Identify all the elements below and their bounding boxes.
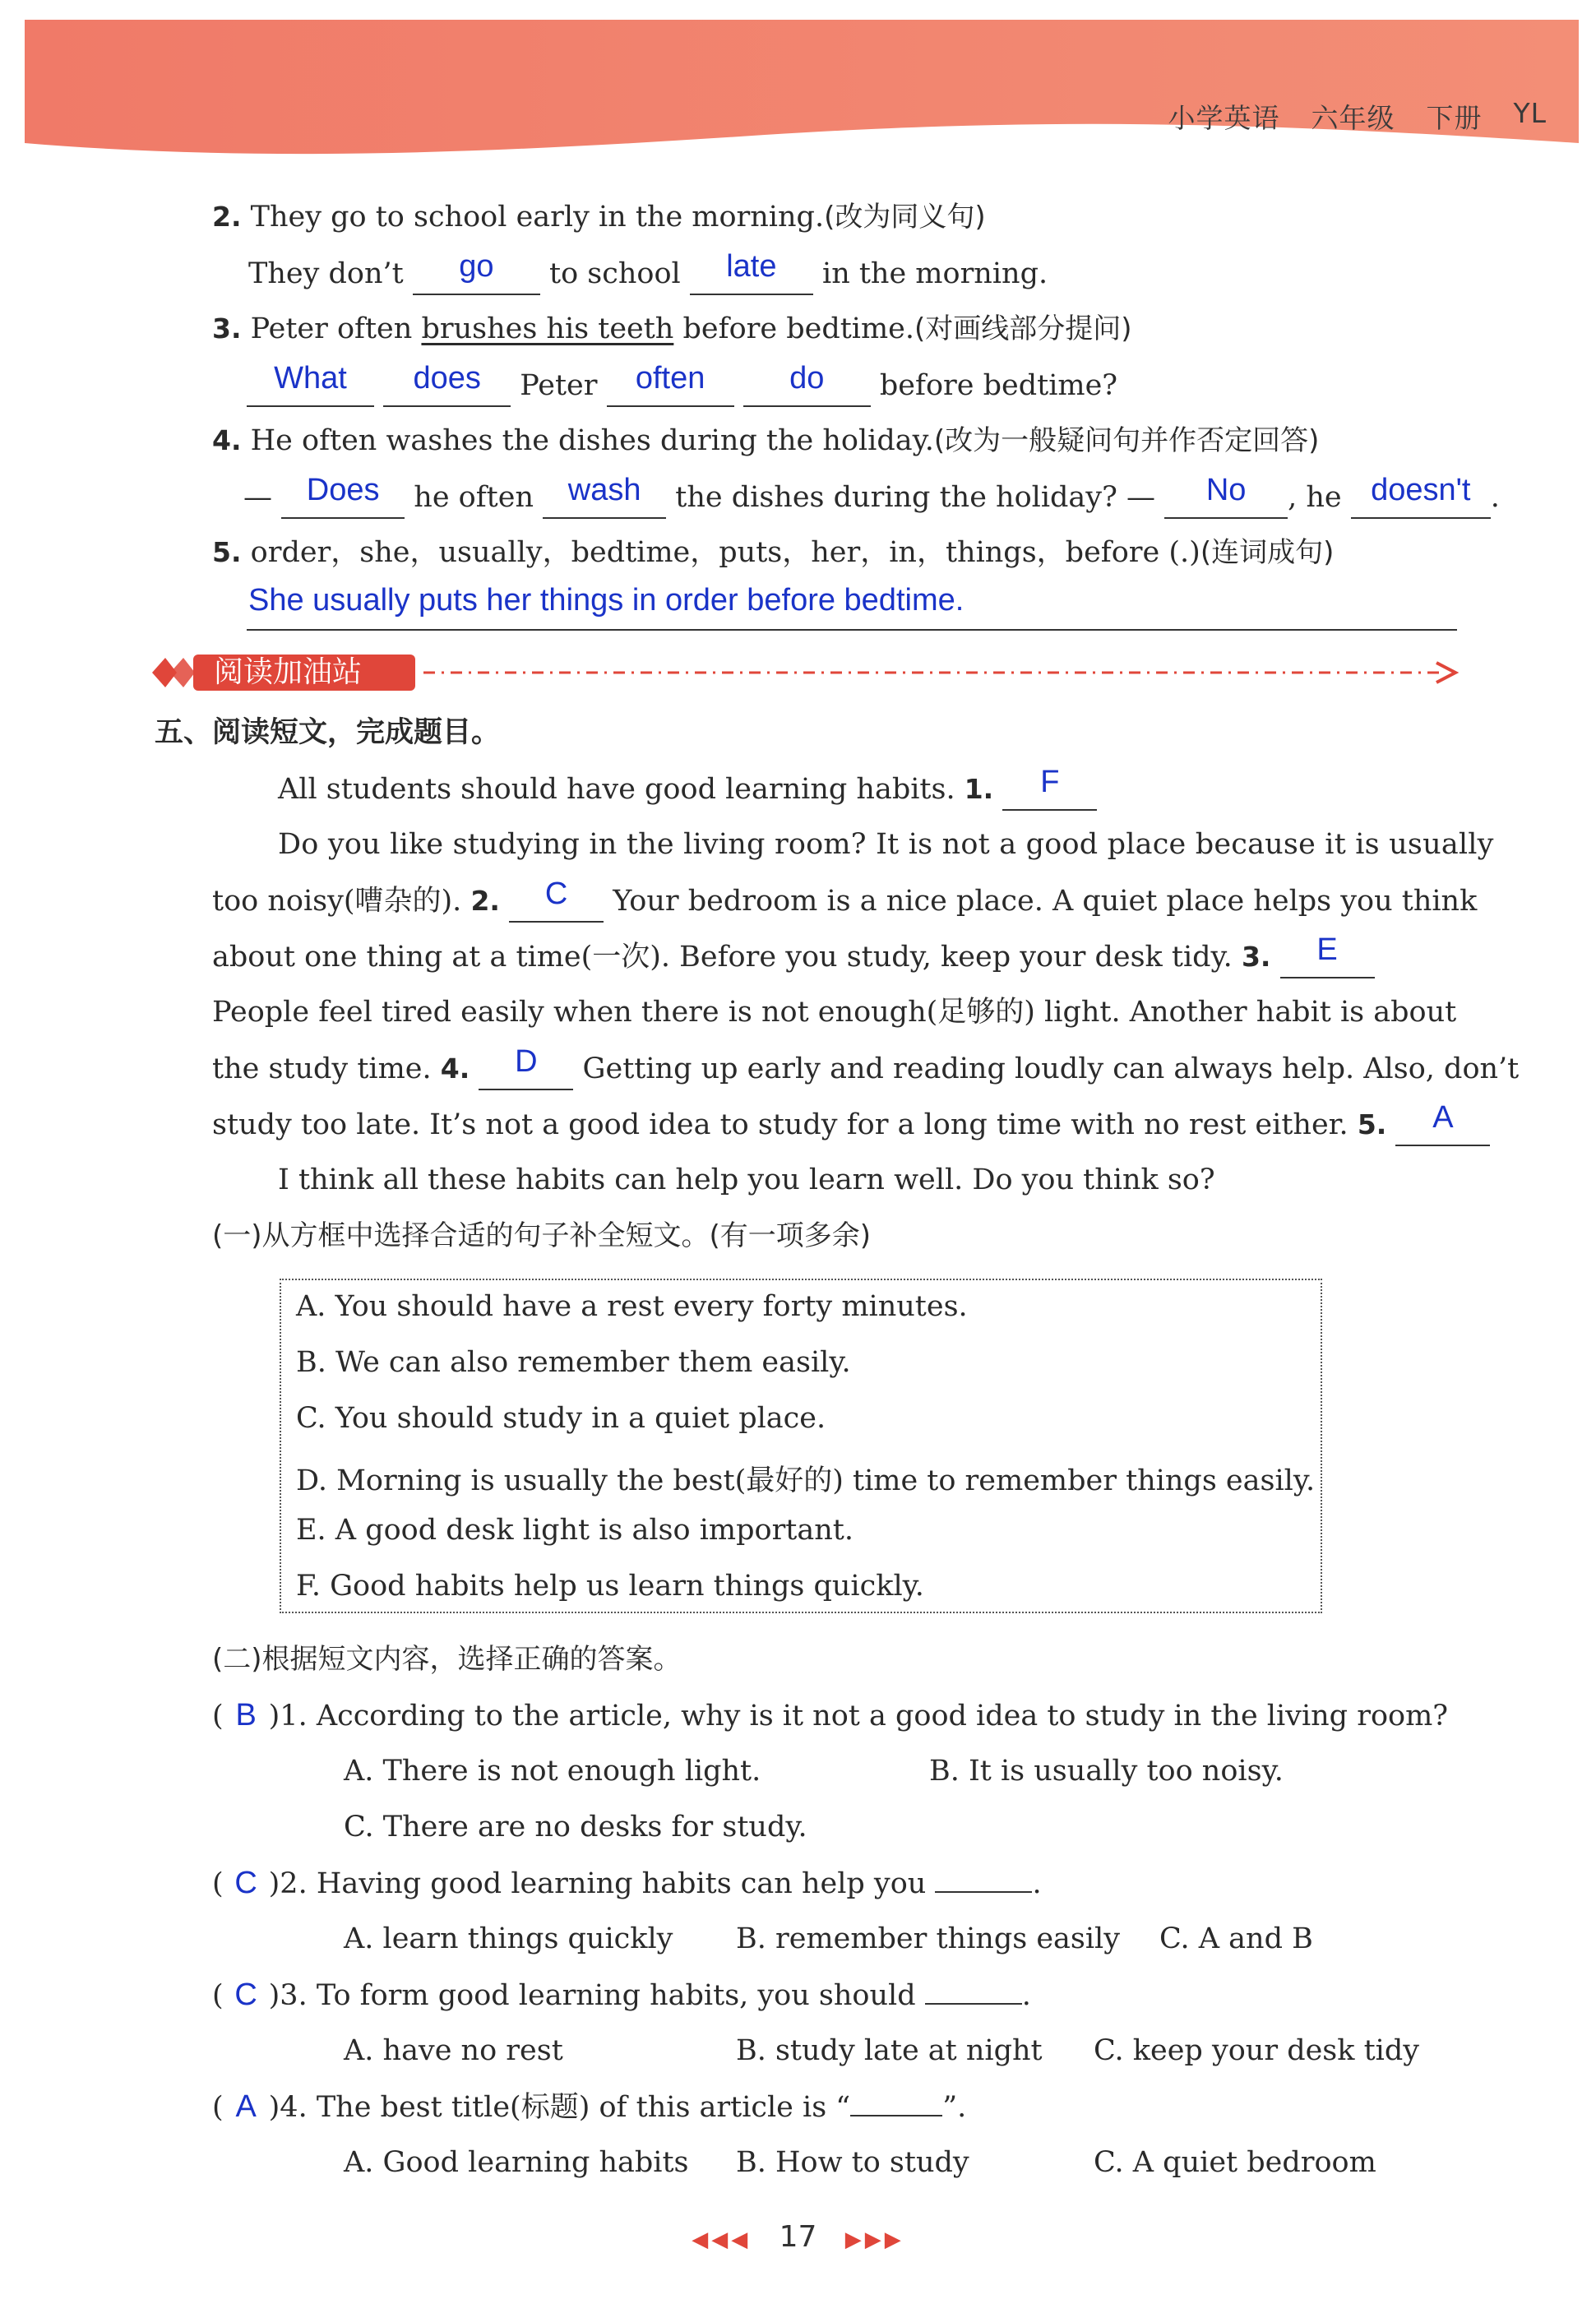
passage-line-2: Do you like studying in the living room? It is not a good place because it is usually — [278, 828, 1494, 861]
q3-blank-3[interactable] — [607, 361, 734, 407]
q3-sentence-before: Peter often — [250, 312, 413, 345]
q4-prompt — [212, 421, 1319, 460]
q3-answer-2: does — [413, 361, 481, 396]
q3-text-2: before bedtime? — [879, 369, 1118, 402]
mc-4-option-a: A. Good learning habits — [344, 2146, 689, 2179]
q5-answer-rule — [247, 629, 1457, 631]
q3-blank-1[interactable] — [247, 361, 374, 407]
q4-blank-1[interactable] — [281, 473, 405, 519]
passage-line-8: I think all these habits can help you learn well. Do you think so? — [278, 1163, 1215, 1196]
q4-text-4: . — [1490, 481, 1500, 514]
header-subject: 小学英语 — [1168, 102, 1280, 134]
mc-question-4 — [212, 2087, 966, 2127]
part-five-title: 五、阅读短文，完成题目。 — [155, 716, 501, 749]
passage-text-1: All students should have good learning habits. — [278, 773, 955, 806]
q2-number: 2. — [212, 201, 242, 233]
passage-text-6a: the study time. — [212, 1052, 432, 1085]
q3-answer-line — [247, 361, 1118, 407]
q4-answer-4: doesn't — [1371, 473, 1471, 507]
q2-blank-1[interactable] — [413, 249, 540, 295]
q4-instruction: (改为一般疑问句并作否定回答) — [933, 424, 1320, 457]
mc-2-stem: )2. Having good learning habits can help you — [268, 1867, 927, 1900]
passage-line-3 — [212, 877, 1478, 923]
mc-3-option-b: B. study late at night — [736, 2034, 1043, 2067]
option-c: C. You should study in a quiet place. — [296, 1402, 826, 1435]
q2-text-3: in the morning. — [822, 257, 1048, 290]
q5-number: 5. — [212, 536, 242, 568]
mc-1-answer[interactable]: B — [235, 1698, 257, 1732]
q4-blank-2[interactable] — [543, 473, 666, 519]
passage-line-6 — [212, 1044, 1520, 1090]
option-b: B. We can also remember them easily. — [296, 1346, 851, 1379]
mc-1-option-a: A. There is not enough light. — [344, 1755, 761, 1788]
q2-prompt — [212, 197, 986, 237]
q4-blank-4[interactable] — [1351, 473, 1491, 519]
q3-text-1: Peter — [520, 369, 598, 402]
mc-3-answer[interactable]: C — [234, 1978, 257, 2012]
q3-answer-4: do — [789, 361, 825, 396]
q2-text-1: They don’t — [248, 257, 404, 290]
q3-answer-3: often — [635, 361, 705, 396]
mc-4-answer[interactable]: A — [235, 2089, 257, 2124]
mc-1-open-paren: ( — [212, 1700, 224, 1732]
q4-answer-line — [243, 473, 1500, 519]
passage-answer-2: C — [544, 877, 568, 911]
q2-text-2: to school — [549, 257, 681, 290]
mc-2-blank — [935, 1891, 1032, 1893]
mc-1-option-c: C. There are no desks for study. — [344, 1811, 807, 1843]
passage-line-5: People feel tired easily when there is not enough(足够的) light. Another habit is about — [212, 996, 1457, 1029]
q4-text-1: he often — [414, 481, 534, 514]
passage-blank-num-1: 1. — [964, 773, 994, 805]
banner-label: 阅读加油站 — [214, 655, 363, 689]
mc-3-stem: )3. To form good learning habits, you should — [268, 1979, 916, 2012]
mc-2-tail: . — [1032, 1867, 1042, 1900]
passage-text-3a: too noisy(嘈杂的). — [212, 885, 462, 918]
passage-text-4a: about one thing at a time(一次). Before you study, keep your desk tidy. — [212, 941, 1233, 974]
mc-question-1 — [212, 1695, 1448, 1736]
q5-prompt — [212, 533, 1334, 572]
sub1-title: (一)从方框中选择合适的句子补全短文。(有一项多余) — [212, 1219, 872, 1252]
mc-2-open-paren: ( — [212, 1867, 224, 1900]
prev-arrows-icon: ◀◀◀ — [692, 2227, 752, 2252]
q4-number: 4. — [212, 424, 242, 456]
next-arrows-icon: ▶▶▶ — [844, 2227, 904, 2252]
options-box — [280, 1279, 1322, 1613]
mc-4-stem: )4. The best title(标题) of this article is “ — [268, 2091, 851, 2124]
q3-number: 3. — [212, 312, 242, 345]
passage-answer-3: E — [1316, 932, 1338, 967]
q5-words: order，she，usually，bedtime，puts，her，in，things，before (.) — [250, 536, 1200, 569]
q5-answer: She usually puts her things in order before bedtime. — [248, 583, 965, 618]
mc-2-option-a: A. learn things quickly — [344, 1922, 673, 1955]
mc-4-tail: ”. — [942, 2091, 967, 2124]
passage-answer-1: F — [1040, 765, 1060, 799]
q3-answer-1: What — [274, 361, 347, 396]
header-volume: 下册 — [1426, 102, 1483, 134]
header-edition: YL — [1513, 97, 1547, 129]
q4-answer-2: wash — [567, 473, 641, 507]
mc-3-tail: . — [1021, 1979, 1031, 2012]
passage-blank-3[interactable] — [1280, 932, 1375, 978]
option-a: A. You should have a rest every forty minutes. — [296, 1290, 968, 1323]
q2-instruction: (改为同义句) — [824, 201, 986, 234]
passage-blank-num-4: 4. — [440, 1052, 470, 1085]
mc-2-option-b: B. remember things easily — [736, 1922, 1121, 1955]
passage-blank-1[interactable] — [1002, 765, 1097, 811]
q3-blank-2[interactable] — [383, 361, 511, 407]
mc-3-option-c: C. keep your desk tidy — [1094, 2034, 1420, 2067]
mc-2-answer[interactable]: C — [234, 1866, 257, 1900]
passage-answer-5: A — [1432, 1100, 1454, 1135]
passage-blank-4[interactable] — [479, 1044, 573, 1090]
header-info — [1168, 97, 1547, 136]
option-e: E. A good desk light is also important. — [296, 1514, 854, 1547]
header-grade: 六年级 — [1311, 102, 1395, 134]
q2-sentence: They go to school early in the morning. — [250, 201, 825, 234]
q2-answer-1: go — [459, 249, 494, 284]
mc-1-option-b: B. It is usually too noisy. — [929, 1755, 1284, 1788]
mc-3-blank — [925, 2003, 1022, 2005]
passage-text-3b: Your bedroom is a nice place. A quiet place helps you think — [613, 885, 1478, 918]
q2-answer-line — [248, 249, 1048, 295]
passage-text-6b: Getting up early and reading loudly can always help. Also, don’t — [582, 1052, 1520, 1085]
passage-blank-num-5: 5. — [1357, 1108, 1387, 1140]
mc-3-option-a: A. have no rest — [344, 2034, 563, 2067]
passage-line-7 — [212, 1100, 1490, 1146]
q2-answer-2: late — [726, 249, 777, 284]
passage-answer-4: D — [515, 1044, 538, 1079]
q4-text-3: , he — [1288, 481, 1342, 514]
passage-blank-num-3: 3. — [1241, 941, 1271, 973]
q4-dash: — — [243, 481, 272, 514]
mc-4-blank — [850, 2115, 942, 2116]
passage-blank-5[interactable] — [1395, 1100, 1490, 1146]
q4-answer-3: No — [1205, 473, 1247, 507]
page-number-value: 17 — [779, 2220, 817, 2254]
option-d: D. Morning is usually the best(最好的) time to remember things easily. — [296, 1464, 1316, 1497]
mc-4-option-b: B. How to study — [736, 2146, 969, 2179]
mc-question-3 — [212, 1975, 1031, 2015]
mc-3-open-paren: ( — [212, 1979, 224, 2012]
q3-underlined-phrase: brushes his teeth — [421, 312, 674, 345]
mc-question-2 — [212, 1863, 1042, 1904]
q4-text-2: the dishes during the holiday? — — [675, 481, 1155, 514]
q3-prompt — [212, 309, 1132, 349]
q5-answer-line — [248, 581, 964, 621]
passage-line-4 — [212, 932, 1375, 978]
sub2-title: (二)根据短文内容，选择正确的答案。 — [212, 1643, 682, 1676]
q3-sentence-after: before bedtime. — [682, 312, 915, 345]
q5-instruction: (连词成句) — [1200, 536, 1335, 569]
q2-blank-2[interactable] — [690, 249, 813, 295]
passage-line-1 — [278, 765, 1097, 811]
mc-4-option-c: C. A quiet bedroom — [1094, 2146, 1376, 2179]
passage-blank-2[interactable] — [509, 877, 604, 923]
q3-instruction: (对画线部分提问) — [914, 312, 1132, 345]
passage-blank-num-2: 2. — [470, 885, 500, 917]
q3-blank-4[interactable] — [743, 361, 871, 407]
q4-sentence: He often washes the dishes during the holiday. — [250, 424, 934, 457]
q4-answer-1: Does — [306, 473, 380, 507]
option-f: F. Good habits help us learn things quickly. — [296, 1570, 924, 1603]
passage-text-7a: study too late. It’s not a good idea to study for a long time with no rest either. — [212, 1108, 1349, 1141]
mc-4-open-paren: ( — [212, 2091, 224, 2124]
q4-blank-3[interactable] — [1164, 473, 1288, 519]
mc-2-option-c: C. A and B — [1159, 1922, 1313, 1955]
page-number — [0, 2220, 1596, 2254]
mc-1-stem: )1. According to the article, why is it not a good idea to study in the living room? — [268, 1700, 1449, 1732]
